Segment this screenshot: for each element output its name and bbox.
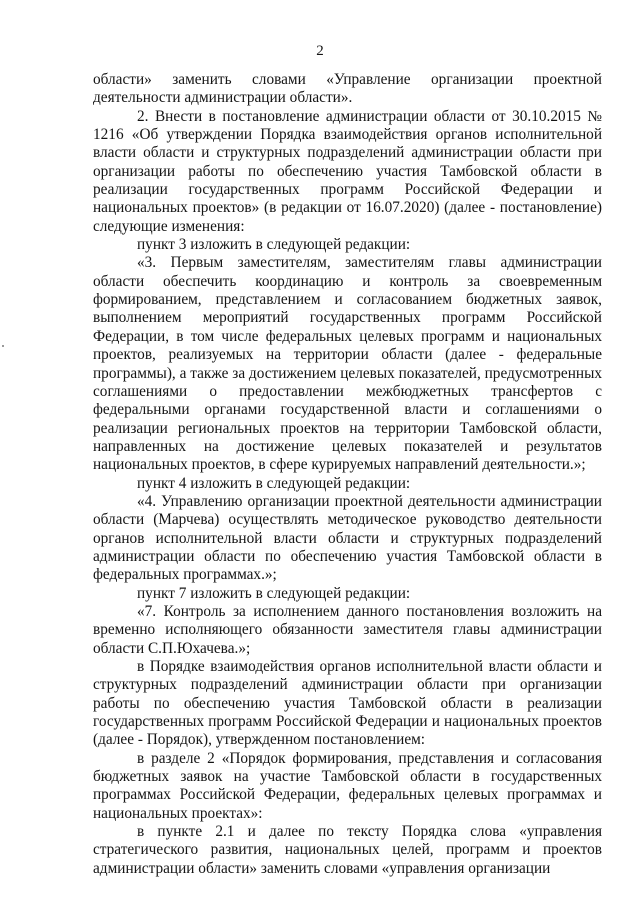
paragraph: в разделе 2 «Порядок формирования, представления и согласования бюджетных заявок на участие Тамбовской области в государственных программах Российской Федерации, федеральных целевых программах и национальных проектах»: (93, 749, 602, 822)
paragraph: пункт 7 изложить в следующей редакции: (137, 584, 411, 602)
paragraph: пункт 4 изложить в следующей редакции: (137, 474, 411, 492)
paragraph: «3. Первым заместителям, заместителям главы администрации области обеспечить координацию и контроль за своевременным формированием, представлением и согласованием бюджетных заявок, выполнением мероприятий государственных программ Российской Федерации, в том числе федеральных целевых программ и национальных проектов, реализуемых на территории области (далее - федеральные программы), а также за достижением целевых показателей, предусмотренных соглашениями о предоставлении межбюджетных трансфертов с федеральными органами государственной власти и соглашениями о реализации региональных проектов на территории Тамбовской области, направленных на достижение целевых показателей и результатов национальных проектов, в сфере курируемых направлений деятельности.»; (93, 254, 602, 474)
paragraph: 2. Внести в постановление администрации области от 30.10.2015 № 1216 «Об утверждении Порядка взаимодействия органов исполнительной власти области и структурных подразделений администрации области при организации работы по обеспечению участия Тамбовской области в реализации государственных программ Российской Федерации и национальных проектов» (в редакции от 16.07.2020) (далее - постановление) следующие изменения: (93, 107, 602, 235)
margin-mark (2, 345, 4, 347)
paragraph: в Порядке взаимодействия органов исполнительной власти области и структурных подразделений администрации области при организации работы по обеспечению участия Тамбовской области в реализации государственных программ Российской Федерации и национальных проектов (далее - Порядок), утвержденном постановлением: (93, 658, 602, 749)
page-number: 2 (316, 43, 324, 59)
paragraph: в пункте 2.1 и далее по тексту Порядка слова «управления стратегического развития, национальных целей, программ и проектов администрации области» заменить словами «управления организации (93, 823, 602, 877)
paragraph: «7. Контроль за исполнением данного постановления возложить на временно исполняющего обязанности заместителя главы администрации области С.П.Юхачева.»; (93, 602, 602, 657)
document-body (93, 71, 602, 878)
paragraph: пункт 3 изложить в следующей редакции: (137, 236, 411, 254)
paragraph: «4. Управлению организации проектной деятельности администрации области (Марчева) осуществлять методическое руководство деятельности органов исполнительной власти области и структурных подразделений администрации области по обеспечению участия Тамбовской области в федеральных программах.»; (93, 492, 602, 584)
paragraph: области» заменить словами «Управление организации проектной деятельности администрации области». (93, 71, 602, 107)
